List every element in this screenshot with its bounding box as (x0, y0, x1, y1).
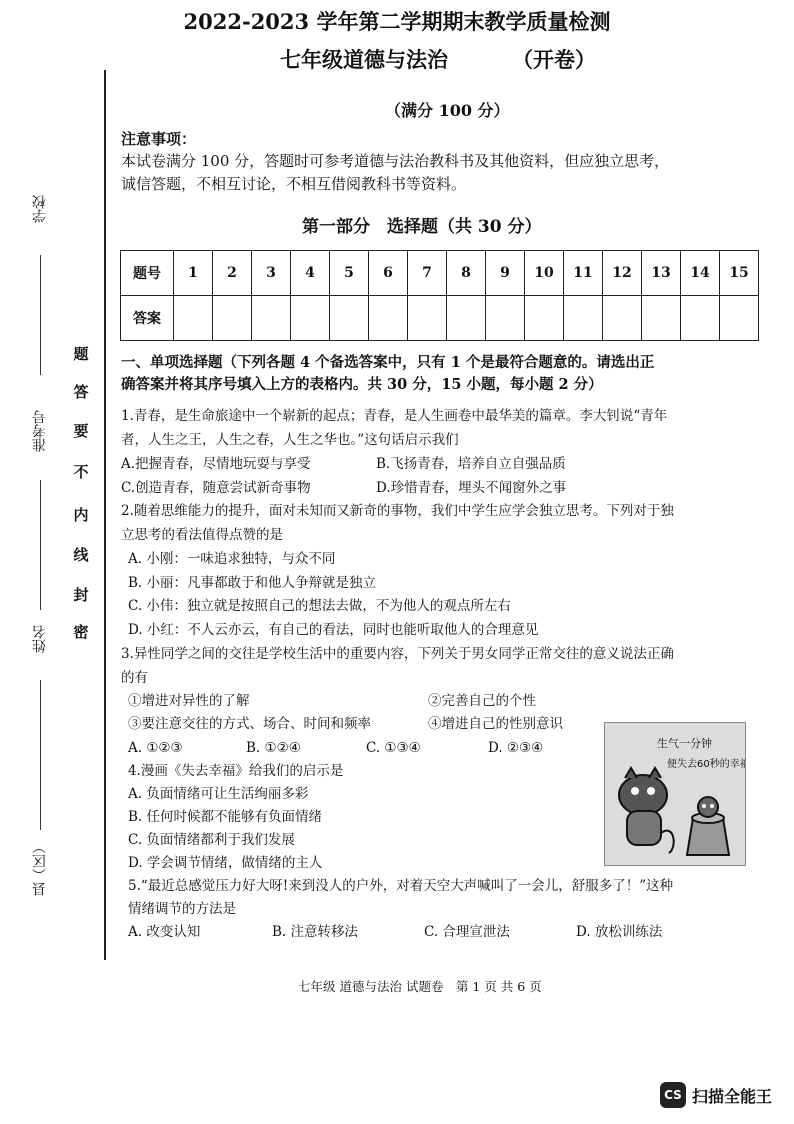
seal-char: 密 (73, 623, 89, 641)
notice-line: 诚信答题，不相互讨论，不相互借阅教科书等资料。 (121, 175, 467, 193)
answer-cell[interactable] (642, 296, 681, 341)
question-stem: 立思考的看法值得点赞的是 (121, 527, 283, 543)
question-number-cell: 3 (252, 251, 291, 296)
section-instruction: 确答案并将其序号填入上方的表格内。共 30 分，15 小题，每小题 2 分） (121, 376, 603, 393)
option-c: C. 小伟：独立就是按照自己的想法去做，不为他人的观点所左右 (128, 598, 511, 614)
question-stem: 4.漫画《失去幸福》给我们的启示是 (128, 763, 344, 779)
answer-table (120, 250, 759, 341)
option-a: A.把握青春，尽情地玩耍与享受 (121, 456, 311, 472)
option-d: D. ②③④ (488, 740, 544, 756)
name-field-line (40, 680, 41, 830)
option-a: A. 负面情绪可让生活绚丽多彩 (128, 786, 309, 802)
cartoon-drawing (605, 723, 745, 865)
question-stem: 者，人生之王，人生之春，人生之华也。”这句话启示我们 (121, 432, 459, 448)
question-number-cell: 6 (369, 251, 408, 296)
seal-char: 内 (73, 506, 89, 524)
question-number-cell: 2 (213, 251, 252, 296)
statement-2: ②完善自己的个性 (428, 693, 536, 709)
option-b: B. 小丽：凡事都敢于和他人争辩就是独立 (128, 575, 377, 591)
cartoon-caption-2: 便失去60秒的幸福 (667, 759, 745, 770)
answer-cell[interactable] (252, 296, 291, 341)
option-c: C. ①③④ (366, 740, 421, 756)
section-instruction: 一、单项选择题（下列各题 4 个备选答案中，只有 1 个是最符合题意的。请选出正 (121, 354, 655, 371)
cartoon-image (604, 722, 746, 866)
seal-char: 封 (73, 586, 89, 604)
question-number-cell: 5 (330, 251, 369, 296)
exam-type-tag: （开卷） (512, 47, 596, 72)
scanner-brand (660, 1082, 772, 1108)
question-number-cell: 10 (525, 251, 564, 296)
answer-cell[interactable] (603, 296, 642, 341)
statement-1: ①增进对异性的了解 (128, 693, 250, 709)
option-c: C. 负面情绪都利于我们发展 (128, 832, 295, 848)
option-b: B. 任何时候都不能够有负面情绪 (128, 809, 323, 825)
option-b: B.飞扬青春，培养自立自强品质 (376, 456, 566, 472)
option-c: C. 合理宣泄法 (424, 924, 510, 940)
answer-cell[interactable] (291, 296, 330, 341)
answer-cell[interactable] (720, 296, 759, 341)
notice-line: 本试卷满分 100 分，答题时可参考道德与法治教科书及其他资料，但应独立思考， (121, 152, 670, 170)
exam-title: 2022-2023 学年第二学期期末教学质量检测 (183, 9, 611, 34)
page-footer: 七年级 道德与法治 试题卷 第 1 页 共 6 页 (298, 979, 542, 994)
school-field-line (40, 255, 41, 375)
question-number-cell: 12 (603, 251, 642, 296)
question-number-row (121, 251, 759, 296)
option-a: A. 改变认知 (128, 924, 201, 940)
question-stem: 3.异性同学之间的交往是学校生活中的重要内容，下列关于男女同学正常交往的意义说法正确 (121, 646, 674, 662)
option-d: D. 小红：不人云亦云，有自己的看法，同时也能听取他人的合理意见 (128, 622, 539, 638)
binding-line (104, 70, 106, 960)
seal-char: 要 (73, 422, 89, 440)
statement-3: ③要注意交往的方式、场合、时间和频率 (128, 716, 371, 732)
answer-cell[interactable] (213, 296, 252, 341)
row-label: 题号 (121, 251, 174, 296)
question-stem: 1.青春，是生命旅途中一个崭新的起点；青春，是人生画卷中最华美的篇章。李大钊说“青年 (121, 408, 668, 424)
row-label: 答案 (121, 296, 174, 341)
option-a: A. ①②③ (128, 740, 183, 756)
question-number-cell: 4 (291, 251, 330, 296)
answer-cell[interactable] (486, 296, 525, 341)
question-stem: 2.随着思维能力的提升，面对未知而又新奇的事物，我们中学生应学会独立思考。下列对于独 (121, 503, 674, 519)
school-label: 学校 (32, 195, 48, 223)
cartoon-caption-1: 生气一分钟 (657, 737, 712, 750)
full-score: （满分 100 分） (385, 101, 510, 120)
question-number-cell: 8 (447, 251, 486, 296)
option-d: D. 学会调节情绪，做情绪的主人 (128, 855, 323, 871)
seal-char: 线 (73, 546, 89, 564)
question-stem: 情绪调节的方法是 (128, 901, 236, 917)
option-b: B. ①②④ (246, 740, 301, 756)
answer-cell[interactable] (525, 296, 564, 341)
question-number-cell: 1 (174, 251, 213, 296)
brand-text: 扫描全能王 (692, 1086, 773, 1106)
question-stem: 的有 (121, 670, 148, 686)
part1-title: 第一部分 选择题（共 30 分） (302, 217, 542, 237)
question-number-cell: 13 (642, 251, 681, 296)
name-label: 姓名 (32, 625, 48, 653)
answer-cell[interactable] (408, 296, 447, 341)
exam-number-field-line (40, 480, 41, 610)
answer-cell[interactable] (174, 296, 213, 341)
camscanner-logo-icon: CS (660, 1082, 686, 1108)
seal-char: 不 (73, 463, 89, 481)
answer-row (121, 296, 759, 341)
option-d: D.珍惜青春，埋头不闻窗外之事 (376, 480, 567, 496)
option-d: D. 放松训练法 (576, 924, 663, 940)
question-number-cell: 7 (408, 251, 447, 296)
question-number-cell: 9 (486, 251, 525, 296)
option-b: B. 注意转移法 (272, 924, 359, 940)
seal-char: 题 (73, 345, 89, 363)
county-label: 县（区） (32, 840, 48, 896)
answer-cell[interactable] (681, 296, 720, 341)
question-number-cell: 14 (681, 251, 720, 296)
option-c: C.创造青春，随意尝试新奇事物 (121, 480, 311, 496)
option-a: A. 小刚：一味追求独特，与众不同 (128, 551, 336, 567)
answer-cell[interactable] (330, 296, 369, 341)
exam-subject: 七年级道德与法治 (280, 47, 448, 72)
question-number-cell: 15 (720, 251, 759, 296)
seal-char: 答 (73, 383, 89, 401)
notice-heading: 注意事项： (121, 130, 197, 148)
question-number-cell: 11 (564, 251, 603, 296)
answer-cell[interactable] (369, 296, 408, 341)
question-stem: 5.“最近总感觉压力好大呀!来到没人的户外，对着天空大声喊叫了一会儿，舒服多了！”这种 (128, 878, 674, 894)
answer-cell[interactable] (564, 296, 603, 341)
answer-cell[interactable] (447, 296, 486, 341)
statement-4: ④增进自己的性别意识 (428, 716, 563, 732)
exam-number-label: 准考号 (32, 410, 48, 452)
